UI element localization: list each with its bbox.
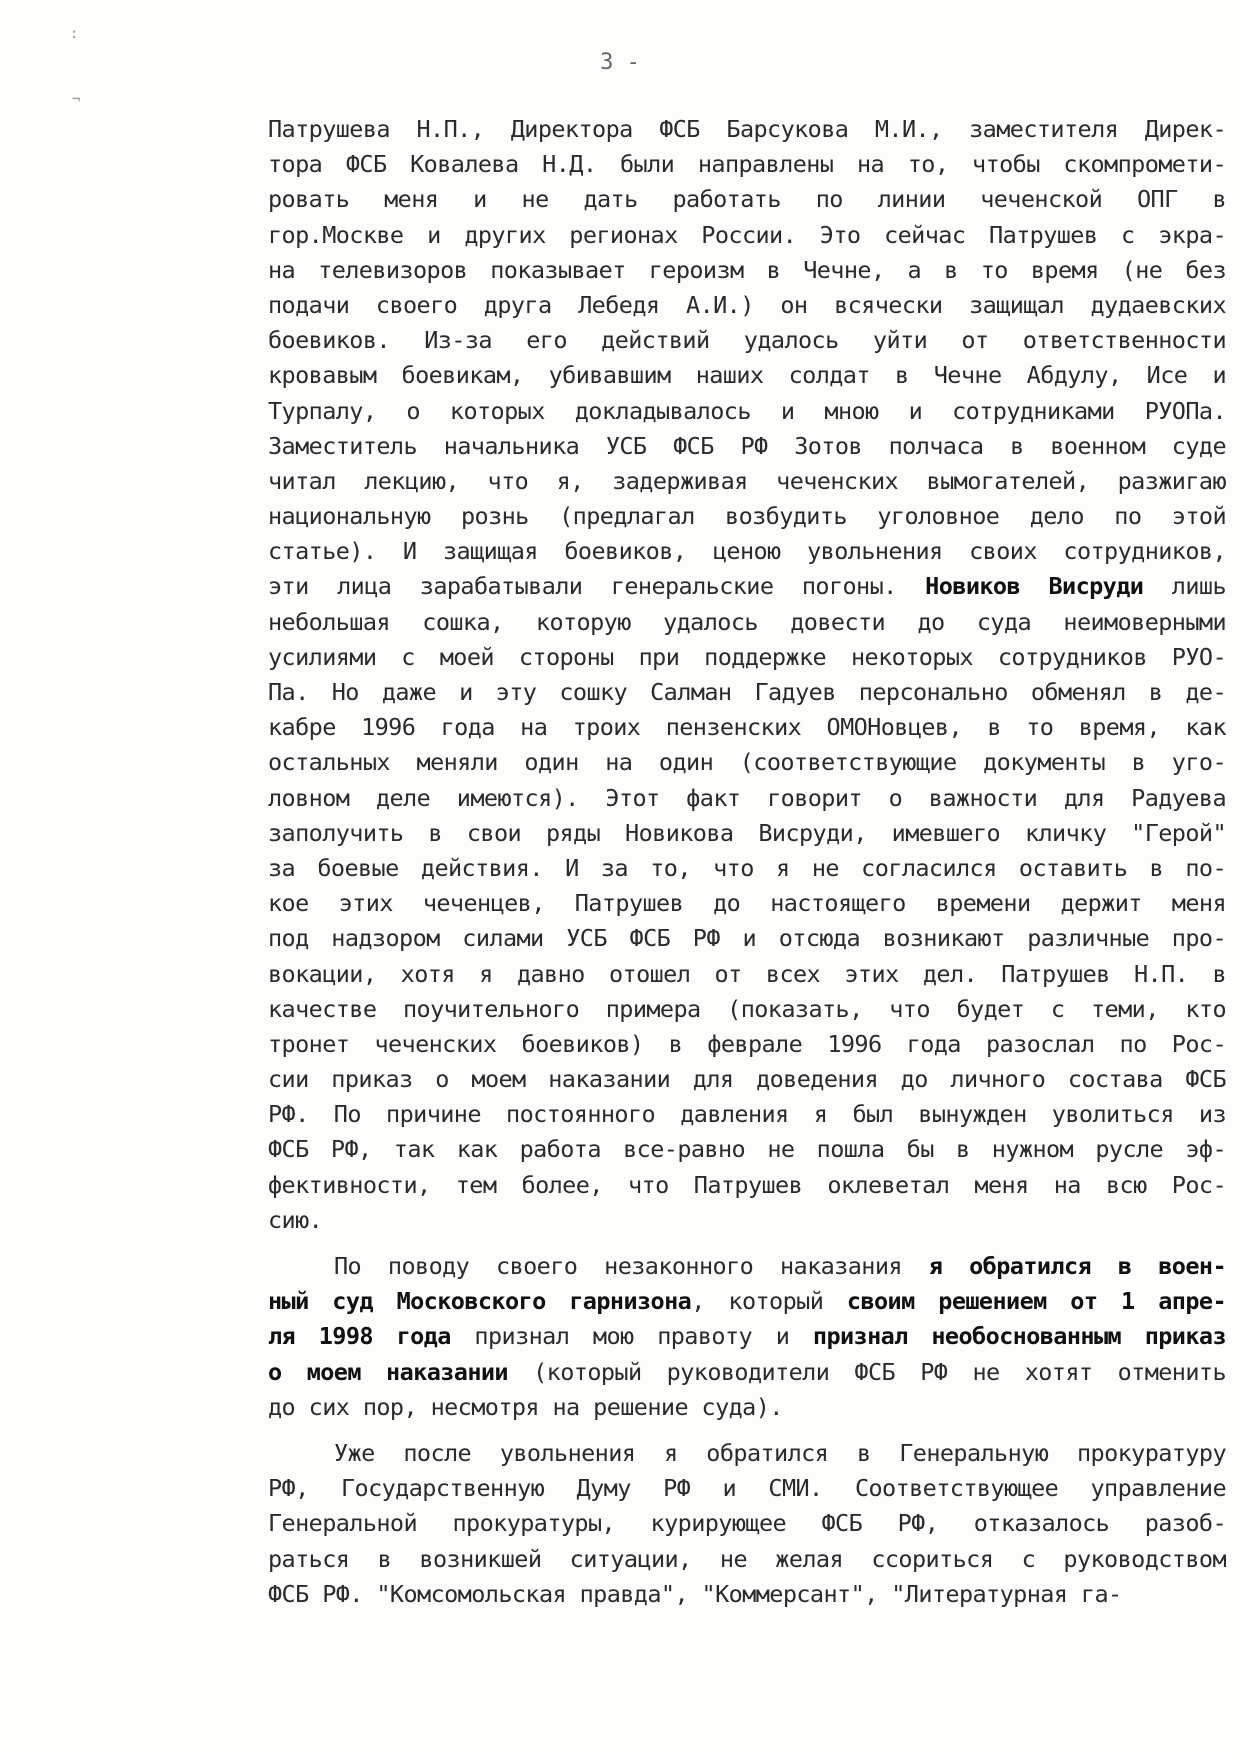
text-line [268, 675, 1226, 710]
text-line [268, 992, 1226, 1027]
text-segment: ровать меня и не дать работать по линии чеченской ОПГ в [268, 185, 1226, 214]
text-line [268, 288, 1226, 323]
text-line [268, 1355, 1226, 1390]
text-segment: По поводу своего незаконного наказания [334, 1252, 929, 1280]
text-line [268, 218, 1226, 253]
document-body [268, 112, 1226, 1612]
text-segment: РФ, Государственную Думу РФ и СМИ. Соответствующее управление [268, 1474, 1226, 1503]
page-number: 3 - [600, 50, 640, 75]
paragraph [268, 1249, 1226, 1425]
text-line [268, 323, 1226, 358]
text-segment: до сих пор, несмотря на решение суда). [268, 1392, 783, 1421]
text-segment: Па. Но даже и эту сошку Салман Гадуев персонально обменял в де- [268, 678, 1226, 706]
text-segment: кабре 1996 года на троих пензенских ОМОНовцев, в то время, как [268, 713, 1226, 742]
text-segment: тора ФСБ Ковалева Н.Д. были направлены на то, чтобы скомпромети- [268, 150, 1226, 179]
text-line [268, 1097, 1226, 1132]
text-segment: кое этих чеченцев, Патрушев до настоящего времени держит меня [268, 889, 1226, 918]
text-segment: РФ. По причине постоянного давления я был вынужден уволиться из [268, 1100, 1226, 1129]
text-segment: качестве поучительного примера (показать, что будет с теми, кто [268, 994, 1226, 1023]
text-line [268, 394, 1226, 429]
text-segment: Уже после увольнения я обратился в Генеральную прокуратуру [334, 1438, 1226, 1467]
text-segment: тронет чеченских боевиков) в феврале 1996 года разослал по Рос- [268, 1029, 1226, 1058]
text-line [268, 1062, 1226, 1097]
text-segment: Генеральной прокуратуры, курирующее ФСБ РФ, отказалось разоб- [268, 1509, 1226, 1538]
text-line [268, 1436, 1226, 1471]
text-line [268, 1471, 1226, 1506]
text-segment: Турпалу, о которых докладывалось и мною и сотрудниками РУОПа. [268, 396, 1226, 425]
text-line [268, 1132, 1226, 1167]
emphasized-text: я обратился в воен- [928, 1252, 1226, 1280]
text-line [268, 499, 1226, 534]
text-line [268, 851, 1226, 886]
text-segment: (который руководители ФСБ РФ не хотят отменить [507, 1357, 1226, 1386]
text-segment: Патрушева Н.П., Директора ФСБ Барсукова М.И., заместителя Дирек- [268, 115, 1226, 143]
text-segment: фективности, тем более, что Патрушев оклеветал меня на всю Рос- [268, 1170, 1226, 1199]
text-line [268, 1319, 1226, 1354]
text-segment: подачи своего друга Лебедя А.И.) он всячески защищал дудаевских [268, 290, 1226, 319]
paragraph-gap [268, 1425, 1226, 1436]
text-line [268, 1284, 1226, 1319]
text-segment: сию. [268, 1205, 323, 1234]
text-segment: ловном деле имеются). Этот факт говорит о важности для Радуева [268, 783, 1226, 812]
text-line [268, 569, 1226, 604]
text-line [268, 1203, 1226, 1238]
text-segment: боевиков. Из-за его действий удалось уйти от ответственности [268, 326, 1226, 355]
text-line [268, 710, 1226, 745]
text-segment: за боевые действия. И за то, что я не согласился оставить в по- [268, 853, 1226, 882]
text-line [268, 745, 1226, 780]
text-line [268, 816, 1226, 851]
emphasized-text: ный суд Московского гарнизона [268, 1287, 692, 1316]
text-line [268, 640, 1226, 675]
text-line [268, 1027, 1226, 1062]
text-line [268, 921, 1226, 956]
text-line [268, 182, 1226, 217]
emphasized-text: своим решением от 1 апре- [846, 1287, 1226, 1316]
text-line [268, 358, 1226, 393]
text-segment: эти лица зарабатывали генеральские погоны. [268, 572, 926, 601]
text-segment: признал мою правоту и [450, 1322, 813, 1351]
text-segment: вокации, хотя я давно отошел от всех этих дел. Патрушев Н.П. в [268, 959, 1226, 988]
text-line [268, 534, 1226, 569]
text-line [268, 1168, 1226, 1203]
text-segment: , который [691, 1287, 847, 1316]
text-segment: на телевизоров показывает героизм в Чечне, а в то время (не без [268, 255, 1226, 284]
text-line [268, 147, 1226, 182]
emphasized-text: о моем наказании [268, 1357, 508, 1386]
emphasized-text: Новиков Висруди [925, 572, 1144, 601]
text-segment: гор.Москве и других регионах России. Это сейчас Патрушев с экра- [268, 220, 1226, 249]
text-segment: национальную рознь (предлагал возбудить уголовное дело по этой [268, 502, 1226, 531]
text-segment: раться в возникшей ситуации, не желая ссориться с руководством [268, 1544, 1226, 1573]
text-line [268, 957, 1226, 992]
text-segment: небольшая сошка, которую удалось довести до суда неимоверными [268, 607, 1226, 636]
text-line [268, 1506, 1226, 1541]
text-line [268, 112, 1226, 147]
paragraph [268, 1436, 1226, 1612]
text-line [268, 1577, 1226, 1612]
scan-speck: : [70, 26, 79, 42]
text-segment: лишь [1143, 572, 1226, 601]
text-line [268, 886, 1226, 921]
text-segment: ФСБ РФ, так как работа все-равно не пошла бы в нужном русле эф- [268, 1135, 1226, 1164]
text-line [268, 253, 1226, 288]
scan-speck: ¬ [72, 92, 81, 108]
text-line [268, 605, 1226, 640]
text-segment: кровавым боевикам, убивавшим наших солдат в Чечне Абдулу, Исе и [268, 361, 1226, 390]
text-segment: Заместитель начальника УСБ ФСБ РФ Зотов полчаса в военном суде [268, 431, 1226, 460]
emphasized-text: ля 1998 года [268, 1322, 451, 1351]
text-line [268, 429, 1226, 464]
text-line [268, 1249, 1226, 1284]
text-segment: ФСБ РФ. "Комсомольская правда", "Коммерсант", "Литературная га- [268, 1579, 1122, 1608]
text-segment: под надзором силами УСБ ФСБ РФ и отсюда возникают различные про- [268, 924, 1226, 953]
emphasized-text: признал необоснованным приказ [812, 1322, 1226, 1351]
text-segment: сии приказ о моем наказании для доведения до личного состава ФСБ [268, 1065, 1226, 1094]
text-line [268, 781, 1226, 816]
paragraph [268, 112, 1226, 1238]
text-segment: остальных меняли один на один (соответствующие документы в уго- [268, 748, 1226, 777]
text-segment: заполучить в свои ряды Новикова Висруди, имевшего кличку "Герой" [268, 818, 1226, 847]
text-segment: читал лекцию, что я, задерживая чеченских вымогателей, разжигаю [268, 466, 1226, 495]
text-segment: усилиями с моей стороны при поддержке некоторых сотрудников РУО- [268, 642, 1226, 671]
text-line [268, 464, 1226, 499]
paragraph-gap [268, 1238, 1226, 1249]
text-segment: статье). И защищая боевиков, ценою увольнения своих сотрудников, [268, 537, 1226, 566]
text-line [268, 1542, 1226, 1577]
text-line [268, 1390, 1226, 1425]
